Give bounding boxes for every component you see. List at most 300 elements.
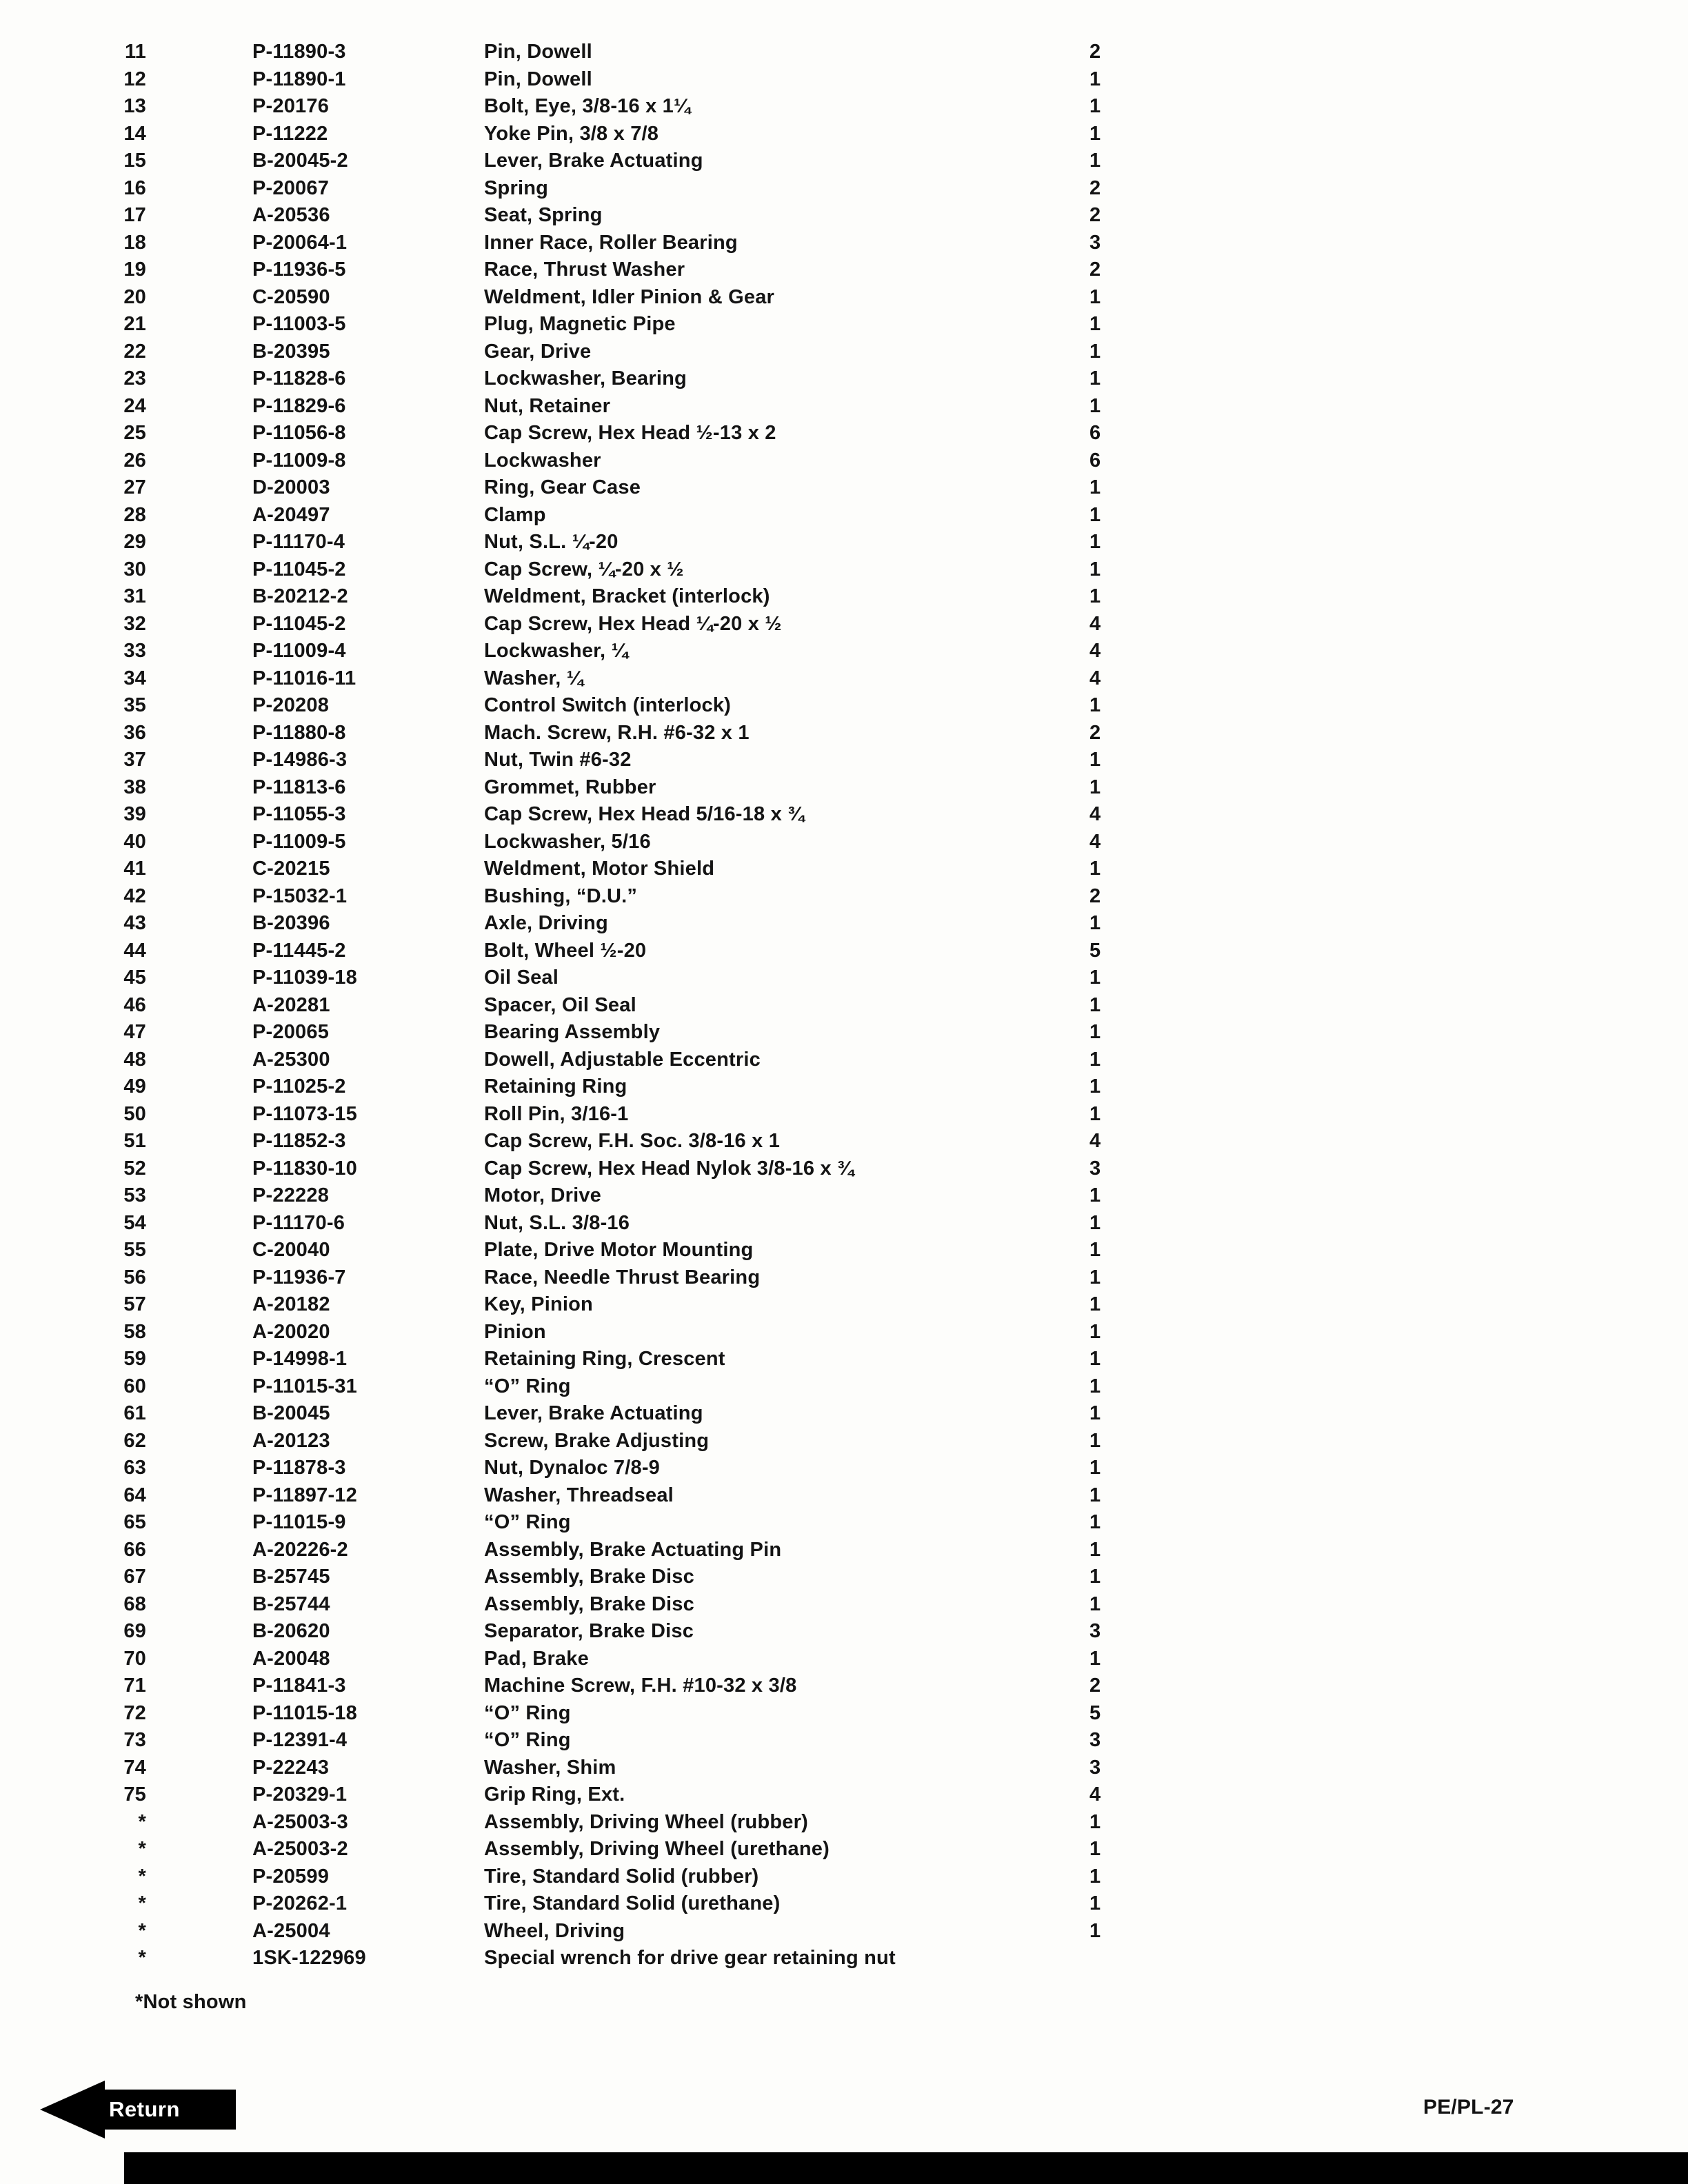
table-row [0,1428,1131,1455]
quantity-cell: 6 [1089,449,1101,472]
table-row [0,1400,1131,1428]
table-row [0,1128,1131,1155]
table-row [0,529,1131,556]
item-number-cell: 12 [123,68,146,90]
item-number-cell: 18 [123,231,146,254]
quantity-cell: 4 [1089,1130,1101,1153]
description-cell: Spacer, Oil Seal [484,993,636,1016]
description-cell: Grommet, Rubber [484,776,656,798]
item-number-cell: 31 [123,585,146,608]
item-number-cell: 63 [123,1457,146,1479]
item-number-cell: 57 [123,1293,146,1316]
table-row [0,393,1131,421]
part-number-cell: P-11890-1 [252,68,346,90]
item-number-cell: 32 [123,612,146,635]
part-number-cell: P-20067 [252,176,330,199]
table-row [0,502,1131,529]
description-cell: Gear, Drive [484,340,592,363]
not-shown-footnote: *Not shown [135,1991,247,2013]
description-cell: Weldment, Idler Pinion & Gear [484,285,775,308]
quantity-cell: 1 [1089,503,1101,526]
description-cell: Machine Screw, F.H. #10-32 x 3/8 [484,1675,797,1697]
description-cell: Retaining Ring [484,1075,627,1098]
table-row [0,747,1131,774]
quantity-cell: 1 [1089,340,1101,363]
table-row [0,121,1131,148]
quantity-cell: 5 [1089,1701,1101,1724]
description-cell: Ring, Gear Case [484,476,641,499]
description-cell: Plug, Magnetic Pipe [484,313,676,336]
quantity-cell: 4 [1089,803,1101,826]
item-number-cell: 67 [123,1566,146,1588]
table-row [0,175,1131,203]
quantity-cell: 1 [1089,694,1101,717]
quantity-cell: 1 [1089,476,1101,499]
table-row [0,665,1131,693]
table-row [0,1890,1131,1918]
part-number-cell: A-20226-2 [252,1538,348,1561]
item-number-cell: 75 [123,1783,146,1806]
table-row [0,938,1131,965]
table-row [0,611,1131,638]
quantity-cell: 3 [1089,231,1101,254]
item-number-cell: 17 [123,204,146,227]
quantity-cell: 2 [1089,259,1101,281]
quantity-cell: 5 [1089,939,1101,962]
description-cell: Race, Thrust Washer [484,259,685,281]
table-row [0,1482,1131,1510]
description-cell: Plate, Drive Motor Mounting [484,1239,754,1262]
item-number-cell: 74 [123,1756,146,1779]
quantity-cell: 4 [1089,640,1101,663]
quantity-cell: 1 [1089,993,1101,1016]
description-cell: Assembly, Driving Wheel (rubber) [484,1810,808,1833]
table-row [0,1918,1131,1945]
description-cell: Nut, S.L. ¼-20 [484,531,619,554]
quantity-cell: 1 [1089,95,1101,118]
quantity-cell: 1 [1089,1184,1101,1207]
quantity-cell: 1 [1089,122,1101,145]
item-number-cell: 58 [123,1320,146,1343]
quantity-cell: 1 [1089,394,1101,417]
quantity-cell: 1 [1089,1919,1101,1942]
item-number-cell: 16 [123,176,146,199]
table-row [0,1863,1131,1891]
quantity-cell: 1 [1089,367,1101,390]
table-row [0,1373,1131,1401]
part-number-cell: A-20281 [252,993,330,1016]
description-cell: Pinion [484,1320,546,1343]
description-cell: Pin, Dowell [484,68,592,90]
table-row [0,1319,1131,1346]
table-row [0,720,1131,747]
quantity-cell: 1 [1089,150,1101,172]
table-row [0,1564,1131,1591]
part-number-cell: B-20395 [252,340,330,363]
quantity-cell: 1 [1089,1865,1101,1888]
quantity-cell: 1 [1089,1892,1101,1915]
table-row [0,1210,1131,1237]
quantity-cell: 1 [1089,1511,1101,1534]
part-number-cell: P-11828-6 [252,367,346,390]
quantity-cell: 2 [1089,884,1101,907]
description-cell: Inner Race, Roller Bearing [484,231,738,254]
part-number-cell: P-11009-5 [252,830,346,853]
part-number-cell: P-11936-5 [252,259,346,281]
quantity-cell: 1 [1089,1402,1101,1425]
part-number-cell: P-11003-5 [252,313,346,336]
item-number-cell: 47 [123,1021,146,1044]
quantity-cell: 1 [1089,1838,1101,1861]
description-cell: Nut, S.L. 3/8-16 [484,1211,630,1234]
description-cell: Pin, Dowell [484,41,592,63]
description-cell: Motor, Drive [484,1184,601,1207]
part-number-cell: A-20182 [252,1293,330,1316]
table-row [0,338,1131,366]
item-number-cell: 48 [123,1048,146,1071]
table-row [0,1727,1131,1755]
part-number-cell: P-11056-8 [252,422,346,445]
part-number-cell: B-20212-2 [252,585,348,608]
item-number-cell: 44 [123,939,146,962]
table-row [0,1101,1131,1129]
part-number-cell: P-11841-3 [252,1675,346,1697]
part-number-cell: C-20590 [252,285,330,308]
quantity-cell: 4 [1089,1783,1101,1806]
item-number-cell: 50 [123,1102,146,1125]
part-number-cell: P-11045-2 [252,558,346,580]
part-number-cell: P-20208 [252,694,330,717]
description-cell: Mach. Screw, R.H. #6-32 x 1 [484,721,750,744]
quantity-cell: 1 [1089,1320,1101,1343]
description-cell: Separator, Brake Disc [484,1620,694,1643]
quantity-cell: 4 [1089,612,1101,635]
description-cell: Lever, Brake Actuating [484,150,703,172]
quantity-cell: 1 [1089,1810,1101,1833]
item-number-cell: * [138,1810,146,1833]
item-number-cell: 53 [123,1184,146,1207]
description-cell: Lockwasher [484,449,601,472]
description-cell: “O” Ring [484,1511,571,1534]
description-cell: Roll Pin, 3/16-1 [484,1102,629,1125]
item-number-cell: 43 [123,912,146,935]
part-number-cell: A-20497 [252,503,330,526]
quantity-cell: 1 [1089,912,1101,935]
table-row [0,474,1131,502]
item-number-cell: 59 [123,1348,146,1371]
quantity-cell: 1 [1089,1538,1101,1561]
quantity-cell: 4 [1089,667,1101,689]
description-cell: Seat, Spring [484,204,603,227]
table-row [0,1455,1131,1482]
table-row [0,365,1131,393]
item-number-cell: 22 [123,340,146,363]
item-number-cell: 20 [123,285,146,308]
quantity-cell: 1 [1089,313,1101,336]
table-row [0,556,1131,584]
description-cell: Race, Needle Thrust Bearing [484,1266,761,1288]
part-number-cell: P-20599 [252,1865,330,1888]
item-number-cell: 33 [123,640,146,663]
quantity-cell: 3 [1089,1756,1101,1779]
item-number-cell: * [138,1892,146,1915]
part-number-cell: P-11813-6 [252,776,346,798]
return-button[interactable] [40,2081,236,2138]
item-number-cell: 28 [123,503,146,526]
table-row [0,93,1131,121]
table-row [0,1700,1131,1728]
description-cell: Control Switch (interlock) [484,694,732,717]
quantity-cell: 3 [1089,1157,1101,1180]
item-number-cell: 71 [123,1675,146,1697]
table-row [0,1537,1131,1564]
table-row [0,1155,1131,1183]
table-row [0,1019,1131,1046]
item-number-cell: 37 [123,749,146,771]
part-number-cell: P-14986-3 [252,749,348,771]
table-row [0,202,1131,230]
description-cell: Bolt, Eye, 3/8-16 x 1¼ [484,95,691,118]
table-row [0,1836,1131,1863]
table-row [0,1509,1131,1537]
description-cell: Washer, Shim [484,1756,616,1779]
quantity-cell: 4 [1089,830,1101,853]
item-number-cell: 26 [123,449,146,472]
table-row [0,910,1131,938]
description-cell: Lockwasher, ¼ [484,640,628,663]
part-number-cell: P-11878-3 [252,1457,346,1479]
table-row [0,964,1131,992]
item-number-cell: 60 [123,1375,146,1397]
quantity-cell: 3 [1089,1729,1101,1752]
table-row [0,1291,1131,1319]
description-cell: Cap Screw, Hex Head ¼-20 x ½ [484,612,782,635]
description-cell: Dowell, Adjustable Eccentric [484,1048,761,1071]
part-number-cell: P-11830-10 [252,1157,357,1180]
description-cell: Washer, Threadseal [484,1484,674,1506]
quantity-cell: 1 [1089,749,1101,771]
description-cell: Cap Screw, Hex Head Nylok 3/8-16 x ¾ [484,1157,854,1180]
description-cell: Wheel, Driving [484,1919,625,1942]
table-row [0,1046,1131,1074]
description-cell: Washer, ¼ [484,667,584,689]
item-number-cell: 61 [123,1402,146,1425]
description-cell: “O” Ring [484,1729,571,1752]
quantity-cell: 1 [1089,1647,1101,1670]
part-number-cell: B-20045-2 [252,150,348,172]
table-row [0,1809,1131,1837]
part-number-cell: P-11829-6 [252,394,346,417]
item-number-cell: 14 [123,122,146,145]
part-number-cell: P-11015-9 [252,1511,346,1534]
description-cell: Pad, Brake [484,1647,589,1670]
part-number-cell: P-11890-3 [252,41,346,63]
table-row [0,447,1131,475]
part-number-cell: P-20064-1 [252,231,348,254]
part-number-cell: A-20020 [252,1320,330,1343]
quantity-cell: 1 [1089,1429,1101,1452]
item-number-cell: 13 [123,95,146,118]
description-cell: Bearing Assembly [484,1021,661,1044]
item-number-cell: 42 [123,884,146,907]
item-number-cell: 38 [123,776,146,798]
parts-table [0,39,1131,1972]
quantity-cell: 1 [1089,1484,1101,1506]
part-number-cell: P-12391-4 [252,1729,348,1752]
part-number-cell: P-11015-31 [252,1375,357,1397]
description-cell: Tire, Standard Solid (urethane) [484,1892,781,1915]
description-cell: Clamp [484,503,546,526]
description-cell: Yoke Pin, 3/8 x 7/8 [484,122,659,145]
item-number-cell: 62 [123,1429,146,1452]
table-row [0,1591,1131,1619]
description-cell: Oil Seal [484,967,559,989]
return-button-label: Return [105,2090,236,2130]
description-cell: Cap Screw, Hex Head ½-13 x 2 [484,422,776,445]
part-number-cell: P-20329-1 [252,1783,348,1806]
part-number-cell: D-20003 [252,476,330,499]
part-number-cell: B-20620 [252,1620,330,1643]
quantity-cell: 1 [1089,285,1101,308]
description-cell: Nut, Twin #6-32 [484,749,632,771]
quantity-cell: 1 [1089,531,1101,554]
table-row [0,692,1131,720]
quantity-cell: 1 [1089,1075,1101,1098]
table-row [0,883,1131,911]
table-row [0,774,1131,802]
item-number-cell: 65 [123,1511,146,1534]
part-number-cell: A-25300 [252,1048,330,1071]
item-number-cell: * [138,1838,146,1861]
table-row [0,1182,1131,1210]
table-row [0,1264,1131,1292]
table-row [0,992,1131,1020]
part-number-cell: P-11073-15 [252,1102,357,1125]
part-number-cell: P-11445-2 [252,939,346,962]
item-number-cell: 46 [123,993,146,1016]
item-number-cell: 25 [123,422,146,445]
quantity-cell: 1 [1089,1293,1101,1316]
part-number-cell: P-11009-4 [252,640,346,663]
table-row [0,801,1131,829]
description-cell: Assembly, Brake Disc [484,1566,694,1588]
item-number-cell: 34 [123,667,146,689]
item-number-cell: 29 [123,531,146,554]
item-number-cell: 51 [123,1130,146,1153]
item-number-cell: 40 [123,830,146,853]
part-number-cell: P-22243 [252,1756,330,1779]
description-cell: Bolt, Wheel ½-20 [484,939,647,962]
table-row [0,1945,1131,1972]
part-number-cell: B-20045 [252,1402,330,1425]
quantity-cell: 1 [1089,1102,1101,1125]
table-row [0,1755,1131,1782]
quantity-cell: 1 [1089,967,1101,989]
description-cell: Weldment, Motor Shield [484,858,715,880]
item-number-cell: * [138,1947,146,1970]
item-number-cell: 15 [123,150,146,172]
table-row [0,1618,1131,1646]
page-reference: PE/PL-27 [1423,2096,1514,2119]
part-number-cell: P-11045-2 [252,612,346,635]
part-number-cell: A-20048 [252,1647,330,1670]
item-number-cell: 55 [123,1239,146,1262]
part-number-cell: P-15032-1 [252,884,348,907]
quantity-cell: 3 [1089,1620,1101,1643]
item-number-cell: 69 [123,1620,146,1643]
part-number-cell: P-20262-1 [252,1892,348,1915]
table-row [0,1672,1131,1700]
table-row [0,583,1131,611]
description-cell: “O” Ring [484,1701,571,1724]
part-number-cell: P-20065 [252,1021,330,1044]
description-cell: Tire, Standard Solid (rubber) [484,1865,759,1888]
part-number-cell: P-11170-6 [252,1211,345,1234]
item-number-cell: 27 [123,476,146,499]
table-row [0,638,1131,665]
item-number-cell: 52 [123,1157,146,1180]
description-cell: Cap Screw, Hex Head 5/16-18 x ¾ [484,803,805,826]
part-number-cell: P-11897-12 [252,1484,357,1506]
item-number-cell: 54 [123,1211,146,1234]
item-number-cell: * [138,1919,146,1942]
part-number-cell: P-11016-11 [252,667,356,689]
description-cell: Spring [484,176,549,199]
table-row [0,230,1131,257]
quantity-cell: 6 [1089,422,1101,445]
item-number-cell: 68 [123,1593,146,1615]
table-row [0,66,1131,94]
quantity-cell: 1 [1089,1566,1101,1588]
quantity-cell: 1 [1089,68,1101,90]
part-number-cell: P-22228 [252,1184,330,1207]
part-number-cell: P-11055-3 [252,803,346,826]
part-number-cell: P-11015-18 [252,1701,357,1724]
part-number-cell: A-25004 [252,1919,330,1942]
item-number-cell: 35 [123,694,146,717]
description-cell: Assembly, Brake Disc [484,1593,694,1615]
item-number-cell: 24 [123,394,146,417]
part-number-cell: B-25744 [252,1593,330,1615]
part-number-cell: A-25003-2 [252,1838,348,1861]
description-cell: Screw, Brake Adjusting [484,1429,710,1452]
part-number-cell: A-20536 [252,204,330,227]
table-row [0,39,1131,66]
description-cell: Bushing, “D.U.” [484,884,638,907]
quantity-cell: 1 [1089,558,1101,580]
quantity-cell: 1 [1089,1048,1101,1071]
quantity-cell: 1 [1089,1593,1101,1615]
part-number-cell: P-11170-4 [252,531,345,554]
quantity-cell: 1 [1089,858,1101,880]
table-row [0,856,1131,883]
quantity-cell: 1 [1089,1266,1101,1288]
quantity-cell: 1 [1089,1211,1101,1234]
item-number-cell: 73 [123,1729,146,1752]
description-cell: Assembly, Brake Actuating Pin [484,1538,782,1561]
quantity-cell: 1 [1089,1021,1101,1044]
description-cell: Weldment, Bracket (interlock) [484,585,770,608]
description-cell: Nut, Retainer [484,394,611,417]
description-cell: Grip Ring, Ext. [484,1783,625,1806]
part-number-cell: B-20396 [252,912,330,935]
description-cell: Cap Screw, ¼-20 x ½ [484,558,684,580]
item-number-cell: 64 [123,1484,146,1506]
item-number-cell: 30 [123,558,146,580]
bottom-scan-bar [124,2152,1688,2184]
part-number-cell: P-11039-18 [252,967,357,989]
part-number-cell: A-20123 [252,1429,330,1452]
